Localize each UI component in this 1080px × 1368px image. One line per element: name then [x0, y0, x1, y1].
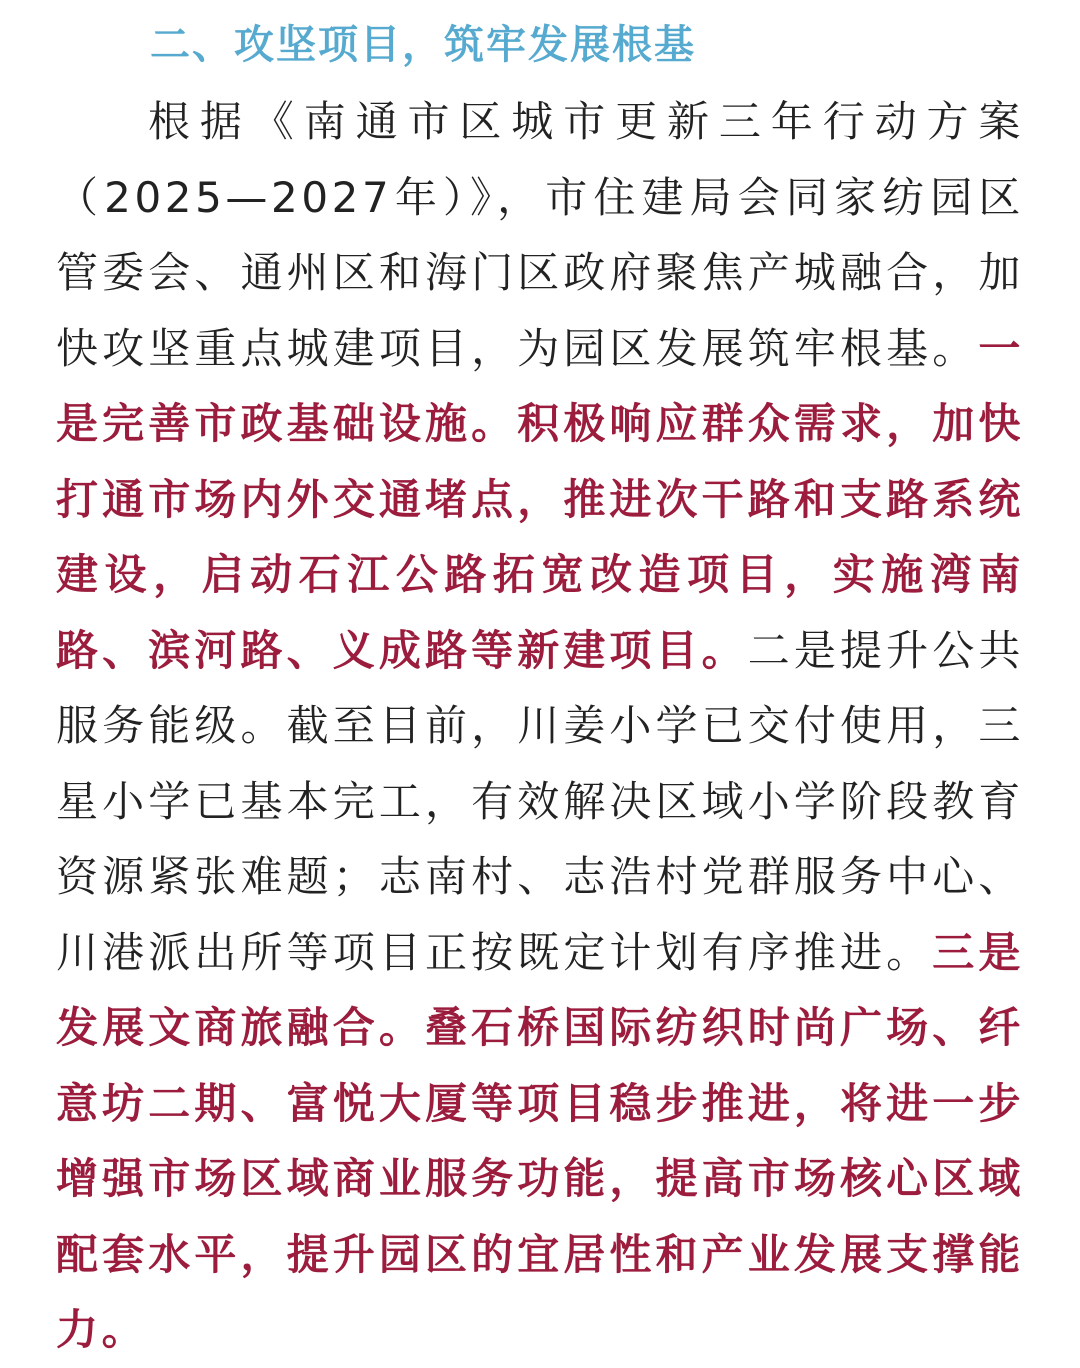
article-body: [56, 0, 1024, 1368]
public-services-text: 二是提升公共服务能级。截至目前，川姜小学已交付使用，三星小学已基本完工，有效解决区域小学阶段教育资源紧张难题；志南村、志浩村党群服务中心、川港派出所等项目正按既定计划有序推进。: [56, 625, 1024, 977]
highlight-infrastructure: 一是完善市政基础设施。积极响应群众需求，加快打通市场内外交通堵点，推进次干路和支路系统建设，启动石江公路拓宽改造项目，实施湾南路、滨河路、义成路等新建项目。: [56, 323, 1024, 675]
highlight-culture-commerce: 三是发展文商旅融合。叠石桥国际纺织时尚广场、纤意坊二期、富悦大厦等项目稳步推进，将进一步增强市场区域商业服务功能，提高市场核心区域配套水平，提升园区的宜居性和产业发展支撑能力。: [56, 927, 1025, 1354]
section-heading: 二、攻坚项目，筑牢发展根基: [150, 22, 696, 68]
intro-text: 根据《南通市区城市更新三年行动方案（2025—2027年）》，市住建局会同家纺园区管委会、通州区和海门区政府聚焦产城融合，加快攻坚重点城建项目，为园区发展筑牢根基。: [56, 97, 1024, 373]
body-paragraph: [56, 84, 1024, 1368]
